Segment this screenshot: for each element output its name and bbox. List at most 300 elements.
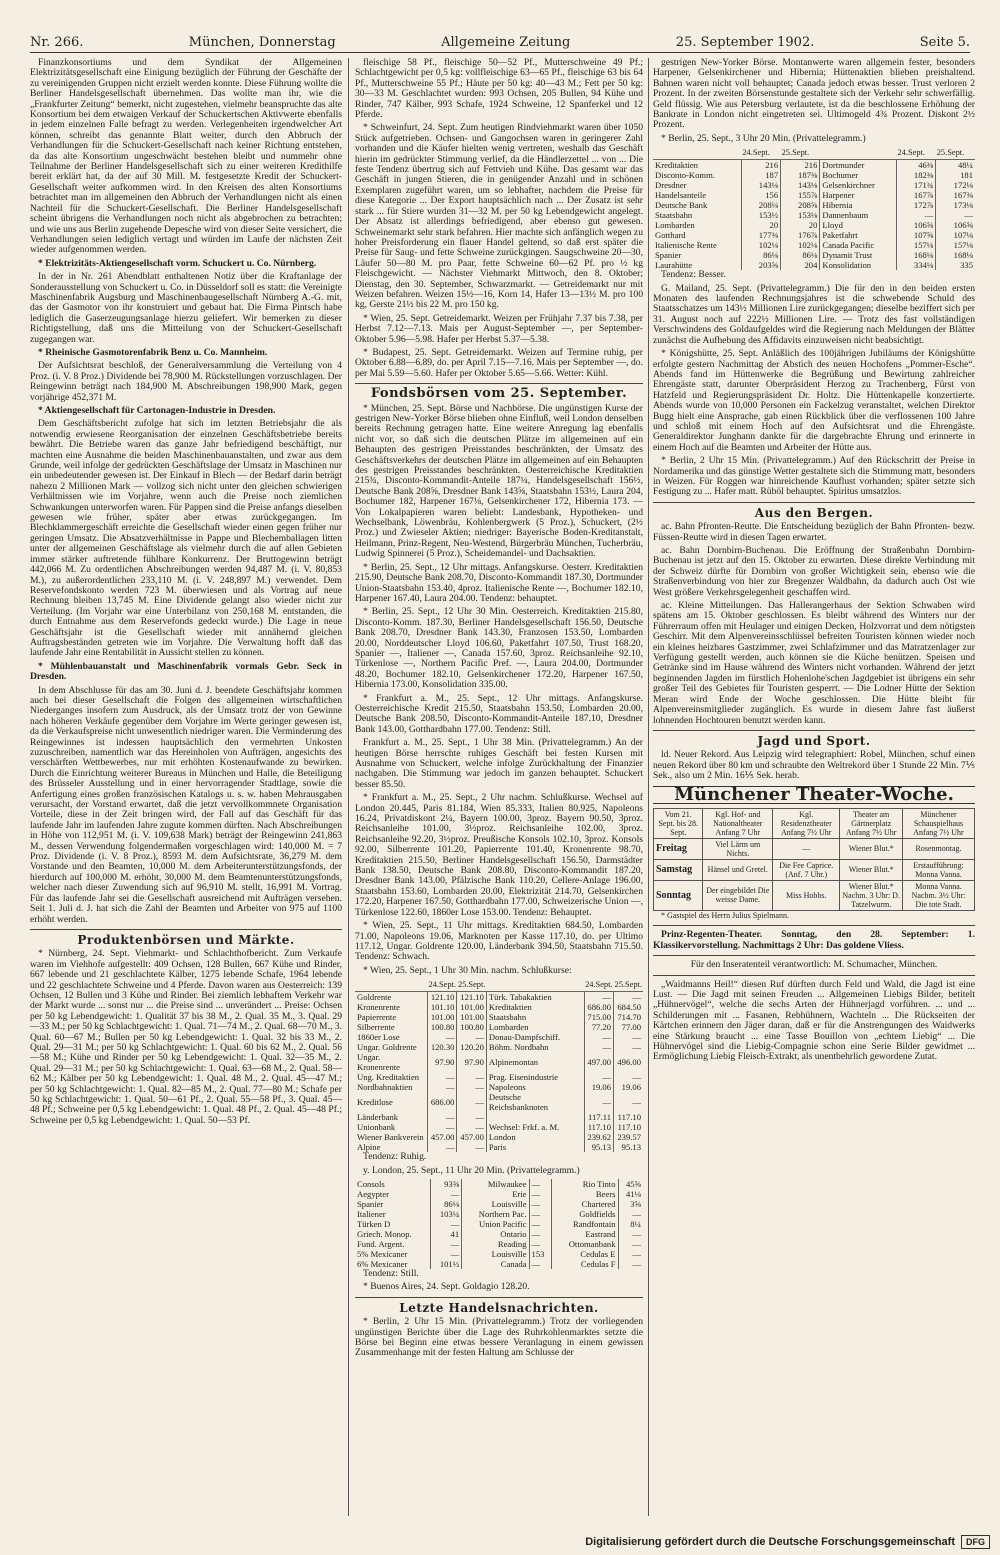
article-paragraph: G. Mailand, 25. Sept. (Privattelegramm.) Die für den in den beiden ersten Monaten des laufenden Rechnungsjahres ist die schwebende Schuld des Staatsschatzes um 143½ Millionen Lire zurückgegangen; dieselbe beziffert sich per 31. August noch auf 222½ Millionen Lire. — Trotz des fast vollständigen Verschwindens des Goldaufgeldes wird die Regierung nach Meldungen der Blätter zunächst die Aufhebung des Affidavits einzuweisen nicht beabsichtigt. [653, 282, 975, 346]
table-cell: Lombarden [655, 220, 695, 231]
table-cell: 496.00 [614, 1052, 643, 1072]
performance-cell: Miss Hobbs. [773, 880, 840, 910]
table-row [654, 838, 975, 859]
section-title: Jagd und Sport. [757, 733, 871, 748]
table-cell: 77.20 [584, 1022, 613, 1032]
table-cell: 5% Mexicaner [357, 1248, 408, 1259]
table-cell: Beers [552, 1189, 618, 1199]
table-cell: 181 [936, 170, 975, 180]
article-paragraph: * Berlin, 25. Sept., 12 Uhr 30 Min. Oesterreich. Kreditaktien 215.80, Disconto-Komm. 187.30, Berliner Handelsgesellschaft 156.50, Deutsche Bank 208.70, Dresdner Bank 143.30, Franzosen 153.50, Lombarden 20.00, Norddeutscher Lloyd 106.60, Paketfahrt 107.50, Trust 168.20, Spanier —, Italiener —, Canada 157.60, 3proz. Reichsanleihe 92.10, Türkenlose —, Northern Pacific Pref. —, Laura 204.00, Dortmunder 48.20, Bochumer 182.10, Gelsenkirchener 172.20, Harpener 167.50, Hibernia 173.00, Konsolidation 335.00. [355, 606, 643, 691]
table-cell: Consols [357, 1178, 385, 1189]
article-heading: * Mühlenbauanstalt und Maschinenfabrik vormals Gebr. Seck in Dresden. [30, 660, 342, 683]
article-paragraph: * Budapest, 25. Sept. Getreidemarkt. Weizen auf Termine ruhig, per Oktober 6.88—6.89, do. per April 7.15—7.16. Mais per September —, do. per Mai 5.59—5.60. Hafer per Oktober 5.65—5.66. Wetter: Kühl. [355, 346, 643, 379]
divider [653, 975, 975, 976]
column-header: 24.Sept. [584, 979, 613, 992]
table-cell: — [614, 1072, 643, 1082]
article-paragraph: gestrigen New-Yorker Börse. Montanwerte waren allgemein fester, besonders Harpener, Gelsenkirchener und Hibernia; Hüttenaktien blieben preishaltend. Bahnen waren nicht voll behauptet; Canada jedoch etwas besser. Trust verloren 2 Prozent. In der zweiten Börsenstunde gestaltete sich der Verkehr sehr schwerfällig. Geld flüssig. Wie aus Petersburg verlautete, ist da die beschlossene Erhöhung der Bankrate in London nicht eingetreten sei. Ultimogeld 4¾ Prozent. Diskont 2½ Prozent. [653, 57, 975, 131]
article-paragraph: In dem Abschlusse für das am 30. Juni d. J. beendete Geschäftsjahr kommen auch bei dieser Gesellschaft die Folgen des allgemeinen wirtschaftlichen Niederganges insofern zum Ausdruck, als der Umsatz trotz der von Gewinne nach höheren Verkäufe gegenüber dem Vorjahre im Werte geringer gewesen ist, da die Verkaufspreise nicht unwesentlich niedriger waren. Die Verminderung des Reingewinnes ist indessen hauptsächlich den vermehrten Unkosten zuzuschreiben, namentlich war das Hereinholen von Aufträgen, angesichts des verschärften Wettbewerbes, nur mit erhöhten Kostenaufwande zu bewirken. Durch die Einrichtung weiterer Bureaus in München und Halle, die Beteiligung des Brüsseler Ausstellung und in einer hervorragender Stadtlage, sowie die Anfertigung eines großen französischen Katalogs u. s. w. haben Mehrausgaben verursacht, der Vorstand erwartet, daß die jetzt vervollkommnete Organisation Vorteile, diese in der Zeit bringen wird, der Fall auf das Geschäft für das laufende Jahr im laufenden Jahre zugute kommen dürften. Nach Abschreibungen in Höhe von 112,951 M. (i. V. 109,638 Mark) beträgt der Reingewinn 241,863 M., dessen Verwendung folgendermaßen vorgeschlagen wird: 140,000 M. = 7 Proz. Dividende (i. V. 8 Proz.), 8593 M. dem Aufsichtsrate, 36,279 M. dem Vorstande und den Beamten, 10,000 M. dem Arbeiterunterstützungsfonds, der hierdurch auf 100,000 M. erhöht, 30,000 M. dem Beamtenunterstützungsfonds, welcher nach dieser Zuwendung sich auf 96,910 M. stellt, 16,991 M. Vortrag. Für das laufende Jahr sei die Gesellschaft ausreichend mit Aufträgen versehen. Seit 1. Juli d. J. hat sich die Zahl der Beamten und Arbeiter von 975 auf 1100 erhöht werden. [30, 684, 342, 925]
table-cell: Italiener [357, 1208, 386, 1219]
table-cell: Spanier [655, 250, 682, 261]
page-number: Seite 5. [919, 35, 970, 50]
table-cell: 684.50 [614, 1002, 643, 1012]
article-paragraph: ac. Bahn Dornbirn-Buchenau. Die Eröffnung der Straßenbahn Dornbirn-Buchenau ist jetzt auf den 15. Oktober zu erwarten. Diese direkte Verbindung mit der Schweiz dürfte für Dornbirn von großer Wichtigkeit sein, ebenso wie die Straßenverbindung von hier zur Bregenzer Waldbahn, da dadurch auch Ost wie West größere Verkehrsgelegenheit geschaffen wird. [653, 545, 975, 598]
table-cell: 102⅛ [741, 240, 780, 250]
table-cell: 153 [529, 1249, 552, 1259]
table-cell: 19.06 [584, 1082, 613, 1092]
table-cell: Papierrente [357, 1012, 397, 1023]
table-cell: Kreditaktien [486, 1002, 584, 1012]
table-cell: — [457, 1122, 486, 1132]
table-row [355, 1219, 643, 1229]
table-cell: 19.06 [614, 1082, 643, 1092]
table-cell: Ungar. Goldrente [357, 1042, 417, 1053]
table-cell: — [584, 1032, 613, 1042]
city-day: München, Donnerstag [188, 35, 336, 50]
column-header: 25.Sept. [781, 147, 820, 160]
table-row [355, 1132, 643, 1142]
performance-cell: Rosenmontag. [903, 838, 975, 859]
table-cell: Spanier [357, 1198, 384, 1209]
table-cell: — [457, 1072, 486, 1082]
table-cell: 1860er Lose [357, 1032, 400, 1043]
table-cell: — [457, 1112, 486, 1122]
table-cell: — [457, 1092, 486, 1112]
table-row [653, 190, 975, 200]
column-header [653, 147, 741, 160]
performance-cell: Hänsel und Gretel. [703, 859, 773, 880]
responsibility-line: Für den Inseratenteil verantwortlich: M. Schumacher, München. [690, 959, 938, 971]
table-cell: 216 [741, 160, 780, 171]
berlin-quote-table [653, 147, 975, 270]
table-cell: Paketfahrt [820, 230, 897, 240]
table-row [653, 180, 975, 190]
table-cell: — [428, 1122, 457, 1132]
table-cell: Goldrente [357, 992, 392, 1003]
table-cell: — [529, 1209, 552, 1219]
table-cell: Alpine [357, 1142, 381, 1153]
table-cell: 157⅛ [896, 240, 935, 250]
table-cell: Unionbank [357, 1122, 396, 1133]
credit-text: Digitalisierung gefördert durch die Deutsche Forschungsgemeinschaft [585, 1536, 955, 1548]
table-cell: Nordbahnaktien [357, 1082, 413, 1093]
table-cell: — [614, 1092, 643, 1112]
table-cell: 334⅛ [896, 260, 935, 270]
table-cell: 168⅛ [936, 250, 975, 260]
table-cell: — [457, 1082, 486, 1092]
table-cell: 20 [741, 220, 780, 230]
table-cell: Prag. Eisenindustrie [486, 1072, 584, 1082]
table-cell: 93⅝ [431, 1179, 462, 1189]
table-cell: Ung. Kreditaktien [357, 1072, 420, 1083]
table-cell: — [431, 1249, 462, 1259]
table-cell: 172⅛ [936, 180, 975, 190]
table-cell: Aegypter [357, 1188, 389, 1199]
table-cell: Fund. Argent. [357, 1238, 405, 1249]
table-cell: Chartered [552, 1199, 618, 1209]
table-cell: 182⅜ [896, 170, 935, 180]
article-paragraph: Prinz-Regenten-Theater. Sonntag, den 28. September: 1. Klassikervorstellung. Nachmittags 2 Uhr: Das goldene Vliess. [653, 929, 975, 951]
table-cell: Dannenbaum [820, 210, 897, 220]
table-row [355, 1052, 643, 1072]
table-cell: Gelsenkirchner [820, 180, 897, 190]
table-cell: 172⅞ [896, 200, 935, 210]
table-cell: 117.10 [614, 1122, 643, 1132]
london-quote-table [355, 1179, 643, 1269]
table-row [355, 1239, 643, 1249]
table-cell: 155⅞ [781, 190, 820, 200]
performance-cell: Wiener Blut.* [840, 859, 903, 880]
table-header-row [654, 808, 975, 838]
table-cell: 715.00 [584, 1012, 613, 1022]
section-title: Produktenbörsen und Märkte. [77, 932, 295, 947]
table-cell: 239.62 [584, 1132, 613, 1142]
table-cell: Paris [486, 1142, 584, 1152]
page-header [30, 28, 970, 50]
table-cell: 121.10 [428, 992, 457, 1003]
table-cell: 86⅛ [781, 250, 820, 260]
table-cell: — [614, 992, 643, 1003]
table-row [653, 230, 975, 240]
table-cell: Staatsbahn [655, 210, 693, 221]
table-cell: 204 [781, 260, 820, 270]
table-cell: — [529, 1189, 552, 1199]
table-cell: Milwaukee [462, 1179, 529, 1189]
table-cell: Cedulas F [552, 1259, 618, 1269]
table-cell: Italienische Rente [655, 240, 717, 251]
column-header: Vom 21. Sept. bis 28. Sept. [654, 808, 703, 838]
table-cell: Napoleons [486, 1082, 584, 1092]
table-cell: Erie [462, 1189, 529, 1199]
table-cell: — [529, 1239, 552, 1249]
wien-quote-table [355, 979, 643, 1152]
table-cell: — [896, 210, 935, 220]
table-cell: Laurahütte [655, 260, 693, 271]
table-cell: Ontario [462, 1229, 529, 1239]
table-cell: 203⅝ [741, 260, 780, 270]
table-row [355, 1189, 643, 1199]
table-cell: Canada [462, 1259, 529, 1269]
table-cell: — [584, 992, 613, 1003]
table-row [355, 1112, 643, 1122]
table-row [355, 1229, 643, 1239]
divider [653, 730, 975, 731]
table-cell: 106⅝ [896, 220, 935, 230]
table-row [653, 240, 975, 250]
table-row [355, 1012, 643, 1022]
article-paragraph: * München, 25. Sept. Börse und Nachbörse. Die ungünstigen Kurse der gestrigen New-Yorker Börse blieben ohne Einfluß, weil London denselben bereits Rechnung getragen hatte. Eine weitere Anregung lag ebenfalls nicht vor, so daß sich die deutschen Plätze im allgemeinen auf ein Behaupten des gestrigen Preisstandes beschränkten, der Umsatz des Geschäftsverkehrs der deutschen Plätze im allgemeinen auf ein Behaupten des gestrigen Preisstandes beschränkten. Oesterreichische Kreditaktien 215¾, Disconto-Kommandit-Anteile 187¼, Handelsgesellschaft 156½, Deutsche Bank 208⅝, Dresdner Bank 143⅝, Staatsbahn 153½, Laura 204, Bochumer 182, Harpener 167⅛, Gelsenkirchener 172, Hibernia 173. — Von Lokalpapieren waren beliebt: Landesbank, Hypotheken- und Wechselbank, Löwenbräu, Kohlenbergwerk (5 Proz.), Schuckert, (2½ Proz.) und Zwieseler Aktien; niedriger: Bayerische Boden-Kreditanstalt, Heilmann, Prinz-Regent, Neu-Westend, Bürgerbräu München, Tucherbräu, Ludwig Spinnerei (5 Proz.), Scheidemandel- und Dachsaktien. [355, 402, 643, 560]
table-cell: — [584, 1042, 613, 1052]
divider [653, 502, 975, 503]
divider [355, 383, 643, 384]
performance-cell: Viel Lärm um Nichts. [703, 838, 773, 859]
article-paragraph: ac. Kleine Mitteilungen. Das Hallerangerhaus der Sektion Schwaben wird spätens am 15. Oktober geschlossen. Es bleibt während des Winters nur der Führerraum offen mit Heulager und einigen Decken, Holzvorrat und dem nötigsten Geschirr. Mit dem Alpenvereinsschlüssel befreiten Touristen können wieder noch ein kleines heizbares Gastzimmer, zwei Schlafzimmer und das Matratzenlager zur Verfügung gestellt werden, auch können sie die Küche benützen. Speisen und Getränke sind im Hause während des Winters nicht vorhanden. Während der jetzt beginnenden Jagden im fürstlich Hohenlohe'schen Jagdgebiet ist übrigens ein sehr großer Teil des Gebietes für Touristen gesperrt. — Die Lodner Hütte der Sektion Meran wird Ende der Woche geschlossen. Die Hütte bleibt für Alpenvereinsmitglieder zugänglich. Es wurde in diesem Jahre fast äußerst lohnenden Hochtouren benutzt werden kann. [653, 600, 975, 726]
theater-schedule-table [653, 808, 975, 911]
table-cell: 143⅛ [781, 180, 820, 190]
table-cell: — [529, 1219, 552, 1229]
table-cell: 457.00 [428, 1132, 457, 1142]
table-cell: Wiener Bankverein [357, 1132, 424, 1143]
table-cell: Hibernia [820, 200, 897, 210]
table-cell: 187 [741, 170, 780, 180]
table-cell: 121.10 [457, 992, 486, 1003]
column-divider [648, 58, 649, 1516]
performance-cell: Die Fee Caprice. (Anf. 7 Uhr.) [773, 859, 840, 880]
article-paragraph: * Nürnberg, 24. Sept. Viehmarkt- und Schlachthofbericht. Zum Verkaufe waren im Viehhofe aufgestellt: 409 Ochsen, 128 Bullen, 667 Kühe und Rinder, 667 lebende und 21 geschlachtete Kälber, 1275 lebende Schafe, 1964 lebende und 22 geschlachtete Schweine und 4 Pferde. Davon waren aus Oesterreich: 139 Ochsen, 12 Bullen und 3 Kühe und Rinder. Bei ziemlich lebhaftem Verkehr war der Markt wurde ... sonst nur ... die Preise sind ... unverändert ... Preise: Ochsen per 50 kg Lebendgewicht: 1. Qualität 37 bis 38 M., 2. Qual. 35 M., 3. Qual. 29—33 M.; per 50 kg Schlachtgewicht: 1. Qual. 71—74 M., 2. Qual. 68—70 M., 3. Qual. 60—67 M.; Bullen per 50 kg Lebendgewicht: 1. Qual. 32 bis 33 M., 2. Qual. 29—31 M.; per 50 kg Schlachtgewicht: 1. Qual. 60 bis 62 M., 2. Qual. 56—58 M.; Kühe und Rinder per 50 kg Lebendgewicht: 1. Qual. 32—35 M., 2. Qual. 29—31 M.; per 50 kg Schlachtgewicht: 1. Qual. 63—68 M., 2. Qual. 58—62 M.; Kälber per 50 kg Lebendgewicht: 1. Qual. 48 M., 2. Qual. 45—47 M.; per 50 kg Schlachtgewicht: 1. Qual. 82—85 M., 2. Qual. 77—80 M.; Schafe per 50 kg Schlachtgewicht: 1. Qual. 50—61 Pf., 2. Qual. 55—58 Pf., 3. Qual. 45—48 Pf.; Schweine per 0,5 kg Lebendgewicht: 1. Qual. 48 Pf., 2. Qual. 45—48 Pf.; Schweine per 0,5 kg Lebendgewicht: 1. Qual. 50—53 Pf. [30, 948, 342, 1126]
table-cell: 77.00 [614, 1022, 643, 1032]
table-cell: — [428, 1072, 457, 1082]
table-cell: Kreditlose [357, 1097, 393, 1108]
table-cell: 497.00 [584, 1052, 613, 1072]
table-cell: Türk. Tabakaktien [486, 992, 584, 1003]
article-paragraph: * Schweinfurt, 24. Sept. Zum heutigen Rindviehmarkt waren über 1050 Stück aufgetrieben. Ochsen- und Gangochsen waren in geringerer Zahl vorhanden und die Käufer hielten wenig vertreten, weshalb das Geschäft hierin im gedrückter Stimmung verlief, da die Händlerzettel ... von ... Die feste Tendenz übertrug sich auf Fettvieh und Kühe. Das gesamt war das Geschäft in jungen Stieren, die in genügender Anzahl und in schönen Exemplaren zugeführt waren, um so lebhafter, nachdem die Preise für diese Kategorie ... Der Export hauptsächlich nach ... Der Zusatz ist sehr stark ... für Stiere wurden 31—32 M. per 50 kg Lebendgewicht angelegt. Der Absatz ist allerdings befriedigend, aber ebenso gut gewesen. Schweinemarkt sehr stark befahren. Hier machte sich anfänglich wegen zu hoher Preisforderung ein flauer Handel geltend, so daß erst später die Preise für Saug- und fette Schweine zurückgingen. Saugschweine 20—30, Läufer 50—80 M. pro Paar, fette Schweine 60—62 Pf. pro ½ kg Fleischgewicht. — Nächster Viehmarkt Mittwoch, den 8. Oktober; Dienstag, den 30. September, Schwarzmarkt. — Getreidemarkt nur mit Weizen befahren. Weizen 15½—16, Korn 14, Hafer 13—13½ M. pro 100 kg, Gerste 21½ bis 22 M. pro 150 kg. [355, 122, 643, 311]
weekday-cell: Samstag [654, 859, 703, 880]
table-row [654, 859, 975, 880]
table-cell: Rio Tinto [552, 1179, 618, 1189]
table-cell: 176⅞ [781, 230, 820, 240]
table-cell: Alpinemontan [486, 1052, 584, 1072]
table-cell: 48¼ [936, 160, 975, 171]
table-row [355, 1122, 643, 1132]
table-cell: 101.10 [428, 1002, 457, 1012]
performance-cell: — [773, 838, 840, 859]
table-cell: 8¼ [618, 1219, 643, 1229]
table-cell: Wechsel: Frkf. a. M. [486, 1122, 584, 1132]
table-cell: — [584, 1072, 613, 1082]
column-header: 25.Sept. [936, 147, 975, 160]
table-cell: Northern Pac. [462, 1209, 529, 1219]
table-cell: 6% Mexicaner [357, 1258, 408, 1269]
performance-cell: Der eingebildet Die weisse Dame. [703, 880, 773, 910]
column-header: 24.Sept. [428, 979, 457, 992]
table-cell: Eastrand [552, 1229, 618, 1239]
table-cell: Randfontain [552, 1219, 618, 1229]
table-row [355, 1002, 643, 1012]
table-cell: Bochumer [820, 170, 897, 180]
table-header-row [355, 979, 643, 992]
table-cell: Deutsche Reichsbanknoten [486, 1092, 584, 1112]
article-paragraph: Frankfurt a. M., 25. Sept., 1 Uhr 38 Min. (Privattelegramm.) An der heutigen Börse herrschte ruhiges Geschäft bei festen Kursen mit Ausnahme von Schuckert, welche infolge Zurückhaltung der Finanzier nachgaben. Die Stimmung war jedoch im ganzen behauptet. Schuckert besser 85.50. [355, 737, 643, 790]
article-heading: * Rheinische Gasmotorenfabrik Benz u. Co. Mannheim. [38, 346, 268, 358]
table-cell: 95.13 [584, 1142, 613, 1152]
article-paragraph: Finanzkonsortiums und dem Syndikat der Allgemeinen Elektrizitätsgesellschaft eine Einigung bezüglich der Führung der Geschäfte der zu vereinigenden Gruppen nicht erzielt werden konnte. Diese Führung wollte die Berliner Handelsgesellschaft übernehmen. Das wollte man ihr, wie die „Frankfurter Zeitung“ bemerkt, nicht zugestehen, vielmehr beanspruchte das alte Konsortium bei dem etwaigen Verkauf der Schuckertschen Aktivwerte ebenfalls in jedem einzelnen Falle befragt zu werden. Verlegenheiten irgendwelcher Art können, schreibt das genannte Blatt weiter, durch den Abbruch der Verhandlungen für die Schuckert-Gesellschaft nach keiner Richtung entstehen, da das alte Konsortium ungeschwächt bestehen bleibt und nummehr ohne Teilnahme der Berliner Handelsgesellschaft sich zu einer weiteren Kredithilfe bereit erklärt hat, da der auf 30 Mill. M. festgesetzte Kredit der Schuckert-Gesellschaft weiter aufkommen wird. In den Kreisen des alten Konsortiums betrachtet man im allgemeinen den Abbruch der Verhandlungen nicht als einen Nachteil für die Schuckert-Gesellschaft. Die Berliner Handelsgesellschaft scheint übrigens die Verhandlungen noch nicht als abgebrochen zu betrachten; und wie uns aus Berlin zugehende Depesche wird von dieser Seite versichert, die Verhandlungen seien lediglich vertagt und würden im Laufe der nächsten Zeit wieder aufgenommen werden. [30, 57, 342, 256]
column-header: 24.Sept. [896, 147, 935, 160]
table-cell: — [618, 1259, 643, 1269]
table-cell: 208⅝ [781, 200, 820, 210]
article-paragraph: * Königshütte, 25. Sept. Anläßlich des 100jährigen Jubiläums der Königshütte erfolgte gestern Nachmittag der Abstich des neuen Hochofens „Pommer-Esche“. Abends fand im Hüttenwerke die Begrüßung und Bewirtung zahlreicher Ehrengäste statt, darunter Oberpräsident Herzog zu Trachenberg, Fürst von Hatzfeld und Regierungspräsident Dr. Holtz. Die Hüttenkapelle konzertierte. Abends wurde von 10,000 Personen ein Fackelzug veranstaltet, welchen Direktor Bugg hielt eine Ansprache, gab einen Rückblick über die verflossenen 100 Jahre und schloß mit einem Hoch auf den Aufsichtsrat und die Ehrengäste. Generaldirektor Junghann dankte für die dargebrachte Ehrung und erinnerte in einem Hoch auf die Beamten und Arbeiter der Hütte aus. [653, 348, 975, 453]
advertisement: „Waidmanns Heil!“ diesen Ruf dürften durch Feld und Wald, die Jagd ist eine Lust. — Die Jagd mit seinen Freuden ... Allgemeinen Liebigs Bilder, betitelt „Hühnervögel“, welche die sechs Arten der Hühnerjagd vorführen. ... und ... Schilderungen mit ... Fasanen, Rebhühnern, Wachteln ... Die Rückseiten der Kärtchen erinnern den Jäger daran, daß er für die Anstrengungen des Waidwerks eine Stärkung braucht ... eine Tasse Bouillon von „echtem Liebig“ ... Die Hühnervögel sind die Liebig-Compagnie schon eine Serie Bilder gewidmet ... Ermöglichung Liebig Fleisch-Extrakt, als unentbehrlich gewordene Zutat. [653, 978, 975, 1063]
article-paragraph: In der in Nr. 261 Abendblatt enthaltenen Notiz über die Kraftanlage der Sonderausstellung von Schuckert u. Co. in Düsseldorf soll es statt: die Vereinigte Maschinenfabrik Augsburg und Maschinenbaugesellschaft Nürnberg A.-G. mit, das der Gasmotor von ihr konstruiert und gebaut hat. Die Firma Pintsch habe lediglich die Gaserzeugungsanlage hierzu geliefert. Wir bemerken zu dieser Richtigstellung, daß uns die Mitteilung von der Schuckert-Gesellschaft zugegangen war. [30, 271, 342, 345]
table-cell: Lloyd [820, 220, 897, 230]
article-paragraph: Der Aufsichtsrat beschloß, der Generalversammlung die Verteilung von 4 Proz. (i. V. 8 Proz.) Dividende bei 78,900 M. Rückstellungen vorzuschlagen. Der Reingewinn beträgt nach 184,900 M. Abschreibungen 198,900 Mark, gegen vorjährige 452,371 M. [30, 360, 342, 403]
newspaper-title: Allgemeine Zeitung [441, 35, 571, 50]
performance-cell: Erstaufführung: Monna Vanna. [903, 859, 975, 880]
column-header: 25.Sept. [614, 979, 643, 992]
table-cell: — [431, 1189, 462, 1199]
table-cell: Kronenrente [357, 1002, 400, 1013]
column-header [486, 979, 584, 992]
column-2 [355, 58, 643, 1362]
table-row [355, 1092, 643, 1112]
table-row [653, 160, 975, 171]
table-cell: 120.30 [428, 1042, 457, 1052]
article-paragraph: * Wien, 25. Sept., 11 Uhr mittags. Kreditaktien 684.50, Lombarden 71.00, Napoleons 19.06, Marknoten per Kasse 117.10, do. per Ultimo 117.12, Ungar. Goldrente 120.00, Länderbank 394.50, Staatsbahn 715.50. Tendenz: Schwach. [355, 920, 643, 963]
column-1 [30, 58, 342, 1129]
table-cell: 117.10 [614, 1112, 643, 1122]
table-cell: Staatsbahn [486, 1012, 584, 1022]
table-row [355, 992, 643, 1003]
table-row [355, 1249, 643, 1259]
table-cell: 45⅝ [618, 1179, 643, 1189]
table-cell: — [457, 1032, 486, 1042]
table-row [653, 210, 975, 220]
column-header: Münchener Schauspielhaus Anfang 7½ Uhr [903, 808, 975, 838]
table-cell: 153⅛ [781, 210, 820, 220]
table-cell: 86⅛ [741, 250, 780, 260]
table-cell: — [529, 1199, 552, 1209]
table-cell: 41 [431, 1229, 462, 1239]
article-paragraph: y. London, 25. Sept., 11 Uhr 20 Min. (Privattelegramm.) [363, 1164, 580, 1176]
article-paragraph: Tendenz: Besser. [661, 269, 726, 281]
table-row [653, 250, 975, 260]
table-row [355, 1082, 643, 1092]
table-cell: 239.57 [614, 1132, 643, 1142]
table-cell: — [936, 210, 975, 220]
section-title: Fondsbörsen vom 25. September. [370, 386, 628, 402]
table-cell: 101.00 [428, 1012, 457, 1022]
table-cell: 173⅛ [936, 200, 975, 210]
table-row [355, 1032, 643, 1042]
table-cell: 86⅛ [431, 1199, 462, 1209]
table-cell: Lombarden [486, 1022, 584, 1032]
table-cell: Handelsanteile [655, 190, 707, 201]
table-cell: — [618, 1239, 643, 1249]
table-row [355, 1022, 643, 1032]
table-cell: — [614, 1032, 643, 1042]
table-cell: Goldfields [552, 1209, 618, 1219]
column-divider [348, 58, 349, 1516]
table-cell: 216 [781, 160, 820, 171]
section-title: Aus den Bergen. [754, 505, 874, 520]
header-rule [30, 52, 970, 53]
table-cell: 208⅛ [741, 200, 780, 210]
table-cell: Konsolidation [820, 260, 897, 270]
table-cell: — [428, 1112, 457, 1122]
table-cell: 686.00 [584, 1002, 613, 1012]
table-cell: 143⅛ [741, 180, 780, 190]
article-paragraph: * Berlin, 25. Sept., 12 Uhr mittags. Anfangskurse. Oesterr. Kreditaktien 215.90, Deutsche Bank 208.70, Disconto-Kommandit 187.30, Dortmunder Union-Staatsbahn 153.40, 4proz. Italienische Rente —, Bochumer 182.10, Harpener 167.40, Laura 204.00. Tendenz: behauptet. [355, 561, 643, 604]
table-cell: 117.10 [584, 1122, 613, 1132]
column-header [355, 979, 428, 992]
table-cell: 167⅞ [896, 190, 935, 200]
table-row [653, 200, 975, 210]
column-header [820, 147, 897, 160]
table-cell: Griech. Monop. [357, 1228, 412, 1239]
table-cell: Harpener [820, 190, 897, 200]
table-cell: 335 [936, 260, 975, 270]
table-cell: 100.80 [428, 1022, 457, 1032]
weekday-cell: Freitag [654, 838, 703, 859]
article-paragraph: Tendenz: Ruhig. [363, 1151, 427, 1163]
column-header: Kgl. Residenztheater Anfang 7½ Uhr [773, 808, 840, 838]
table-cell: — [529, 1259, 552, 1269]
table-cell: London [486, 1132, 584, 1142]
table-cell [486, 1112, 584, 1122]
divider [653, 925, 975, 926]
article-paragraph: * Berlin, 2 Uhr 15 Min. (Privattelegramm.) Auf den Rückschritt der Preise in Nordamerika und das günstige Wetter gestaltete sich die Stimmung matt, besonders in Weizen. Für Roggen war hinreichende Kauflust vorhanden; später setzte sich Festigung zu ... Hafer matt. Rüböl behauptet. Spiritus umsatzlos. [653, 455, 975, 498]
divider [30, 929, 342, 930]
table-cell: 177⅜ [741, 230, 780, 240]
article-paragraph: * Frankfurt a. M., 25. Sept., 12 Uhr mittags. Anfangskurse. Oesterreichische Kredit 215.50, Staatsbahn 153.50, Lombarden 20.00, Deutsche Bank 208.50, Disconto-Kommandit-Anteile 187.10, Dresdner Bank 143.00, Gotthardbahn 177.00. Tendenz: Still. [355, 692, 643, 735]
table-cell: 156 [741, 190, 780, 200]
table-cell: 107⅛ [936, 230, 975, 240]
table-cell: Louisville [462, 1249, 529, 1259]
table-cell: 120.20 [457, 1042, 486, 1052]
table-row [653, 170, 975, 180]
table-row [355, 1209, 643, 1219]
table-cell: 100.80 [457, 1022, 486, 1032]
table-cell: Kreditaktien [655, 160, 698, 171]
article-paragraph: * Berlin, 25. Sept., 3 Uhr 20 Min. (Privattelegramm.) [661, 132, 866, 144]
issue-date: 25. September 1902. [675, 35, 815, 50]
table-row [653, 220, 975, 230]
table-cell: Dynamit Trust [820, 250, 897, 260]
table-cell: Canada Pacific [820, 240, 897, 250]
column-header: Kgl. Hof- und Nationaltheater Anfang 7 Uhr [703, 808, 773, 838]
table-cell: 157⅛ [936, 240, 975, 250]
table-cell: 103¼ [431, 1209, 462, 1219]
performance-cell: Monna Vanna. Nachm. 3½ Uhr: Die tote Stadt. [903, 880, 975, 910]
table-cell: 107⅝ [896, 230, 935, 240]
table-cell: Disconto-Komm. [655, 170, 715, 181]
issue-number: Nr. 266. [30, 35, 84, 50]
table-cell: 153½ [741, 210, 780, 220]
table-cell: Böhm. Nordbahn [486, 1042, 584, 1052]
article-paragraph: Dem Geschäftsbericht zufolge hat sich im letzten Betriebsjahr die als notwendig erwiesene Reorganisation der einzelnen Geschäftsbetriebe bereits bewährt. Die Betriebe waren das ganze Jahr befriedigend beschäftigt, nur machten eine Ausnahme die beiden Maschinenbauanstalten, und zwar aus dem Grunde, weil infolge der gedrückten Geschäftslage der Umsatz in Maschinen nur ein unbedeutender gewesen ist. Der Einkauf in Blech — der Bedarf darin beträgt nahezu 2 Millionen Mark — vollzog sich nicht unter den gleichen schwierigen Verhältnissen wie im Vorjahre, wenn auch die Preise noch ziemlichen Schwankungen unterworfen waren. Für Pappen sind die Preise anfangs dieselben gewesen wie früher, später aber etwas zurückgegangen. Im Blechklammergeschäft erreichte die Gesellschaft wieder einen gegen früher nur geringen Umsatz. Die Absatzverhältnisse in Pappe und Blechemballagen litten unter der allgemeinen Geschäftslage als vielmehr durch die auf allen Gebieten immer stärker auftretende fühlbare Konkurrenz. Der Bruttogewinn beträgt 442,066 M. Zu ordentlichen Abschreibungen werden 94,487 M. (i. V. 80,853 M.), zu außerordentlichen 233,110 M. (i. V. 248,897 M.) verwendet. Dem Reservefondskonto werden 723 M. überwiesen und als Vortrag auf neue Rechnung bleiben 13,745 M. Eine Dividende gelangt also wieder nicht zur Verteilung. (Im Vorjahr war eine Unterbilanz von 250,168 M. entstanden, die durch Entnahme aus dem Reservefonds gedeckt wurde.) Die Lage in neue Geschäftsjahr ist die Gesellschaft wieder mit annähernd gleichen Auftragsbeständen getreten wie im Vorjahre. Die Verwaltung hofft daß das laufende Jahr eine Rentabilität in Aussicht stellen zu können. [30, 418, 342, 659]
table-cell: Länderbank [357, 1112, 399, 1123]
table-cell: — [457, 1142, 486, 1152]
column-header: Theater am Gärtnerplatz Anfang 7½ Uhr [840, 808, 903, 838]
table-cell: Gotthard [655, 230, 686, 241]
table-cell: 97.90 [428, 1052, 457, 1072]
table-cell: Louisville [462, 1199, 529, 1209]
table-cell: Ungar. Kronenrente [357, 1052, 400, 1073]
table-cell: Deutsche Bank [655, 200, 708, 211]
table-cell: 714.70 [614, 1012, 643, 1022]
table-cell: 101½ [431, 1259, 462, 1269]
article-heading: * Aktiengesellschaft für Cartonagen-Industrie in Dresden. [38, 405, 276, 416]
column-3 [653, 58, 975, 1066]
article-paragraph: * Wien, 25. Sept. Getreidemarkt. Weizen per Frühjahr 7.37 bis 7.38, per Herbst 7.12—7.13. Mais per August-September —, per September-Oktober 5.96—5.98. Hafer per Herbst 5.37—5.38. [355, 312, 643, 345]
table-cell: 3⅝ [618, 1199, 643, 1209]
table-cell: Dortmunder [820, 160, 897, 171]
table-header-row [653, 147, 975, 160]
table-cell: Reading [462, 1239, 529, 1249]
table-cell: Türken D [357, 1218, 391, 1229]
digitization-credit [560, 1533, 990, 1551]
table-row [355, 1072, 643, 1082]
table-cell: — [584, 1092, 613, 1112]
table-cell: — [618, 1209, 643, 1219]
table-cell: 95.13 [614, 1142, 643, 1152]
table-cell: — [431, 1219, 462, 1229]
table-cell: 97.90 [457, 1052, 486, 1072]
table-row [355, 1179, 643, 1189]
performance-cell: Wiener Blut.* [840, 838, 903, 859]
table-cell: 686.00 [428, 1092, 457, 1112]
section-title: Letzte Handelsnachrichten. [399, 1300, 599, 1315]
table-cell: — [618, 1229, 643, 1239]
table-cell: 46⅜ [896, 160, 935, 171]
